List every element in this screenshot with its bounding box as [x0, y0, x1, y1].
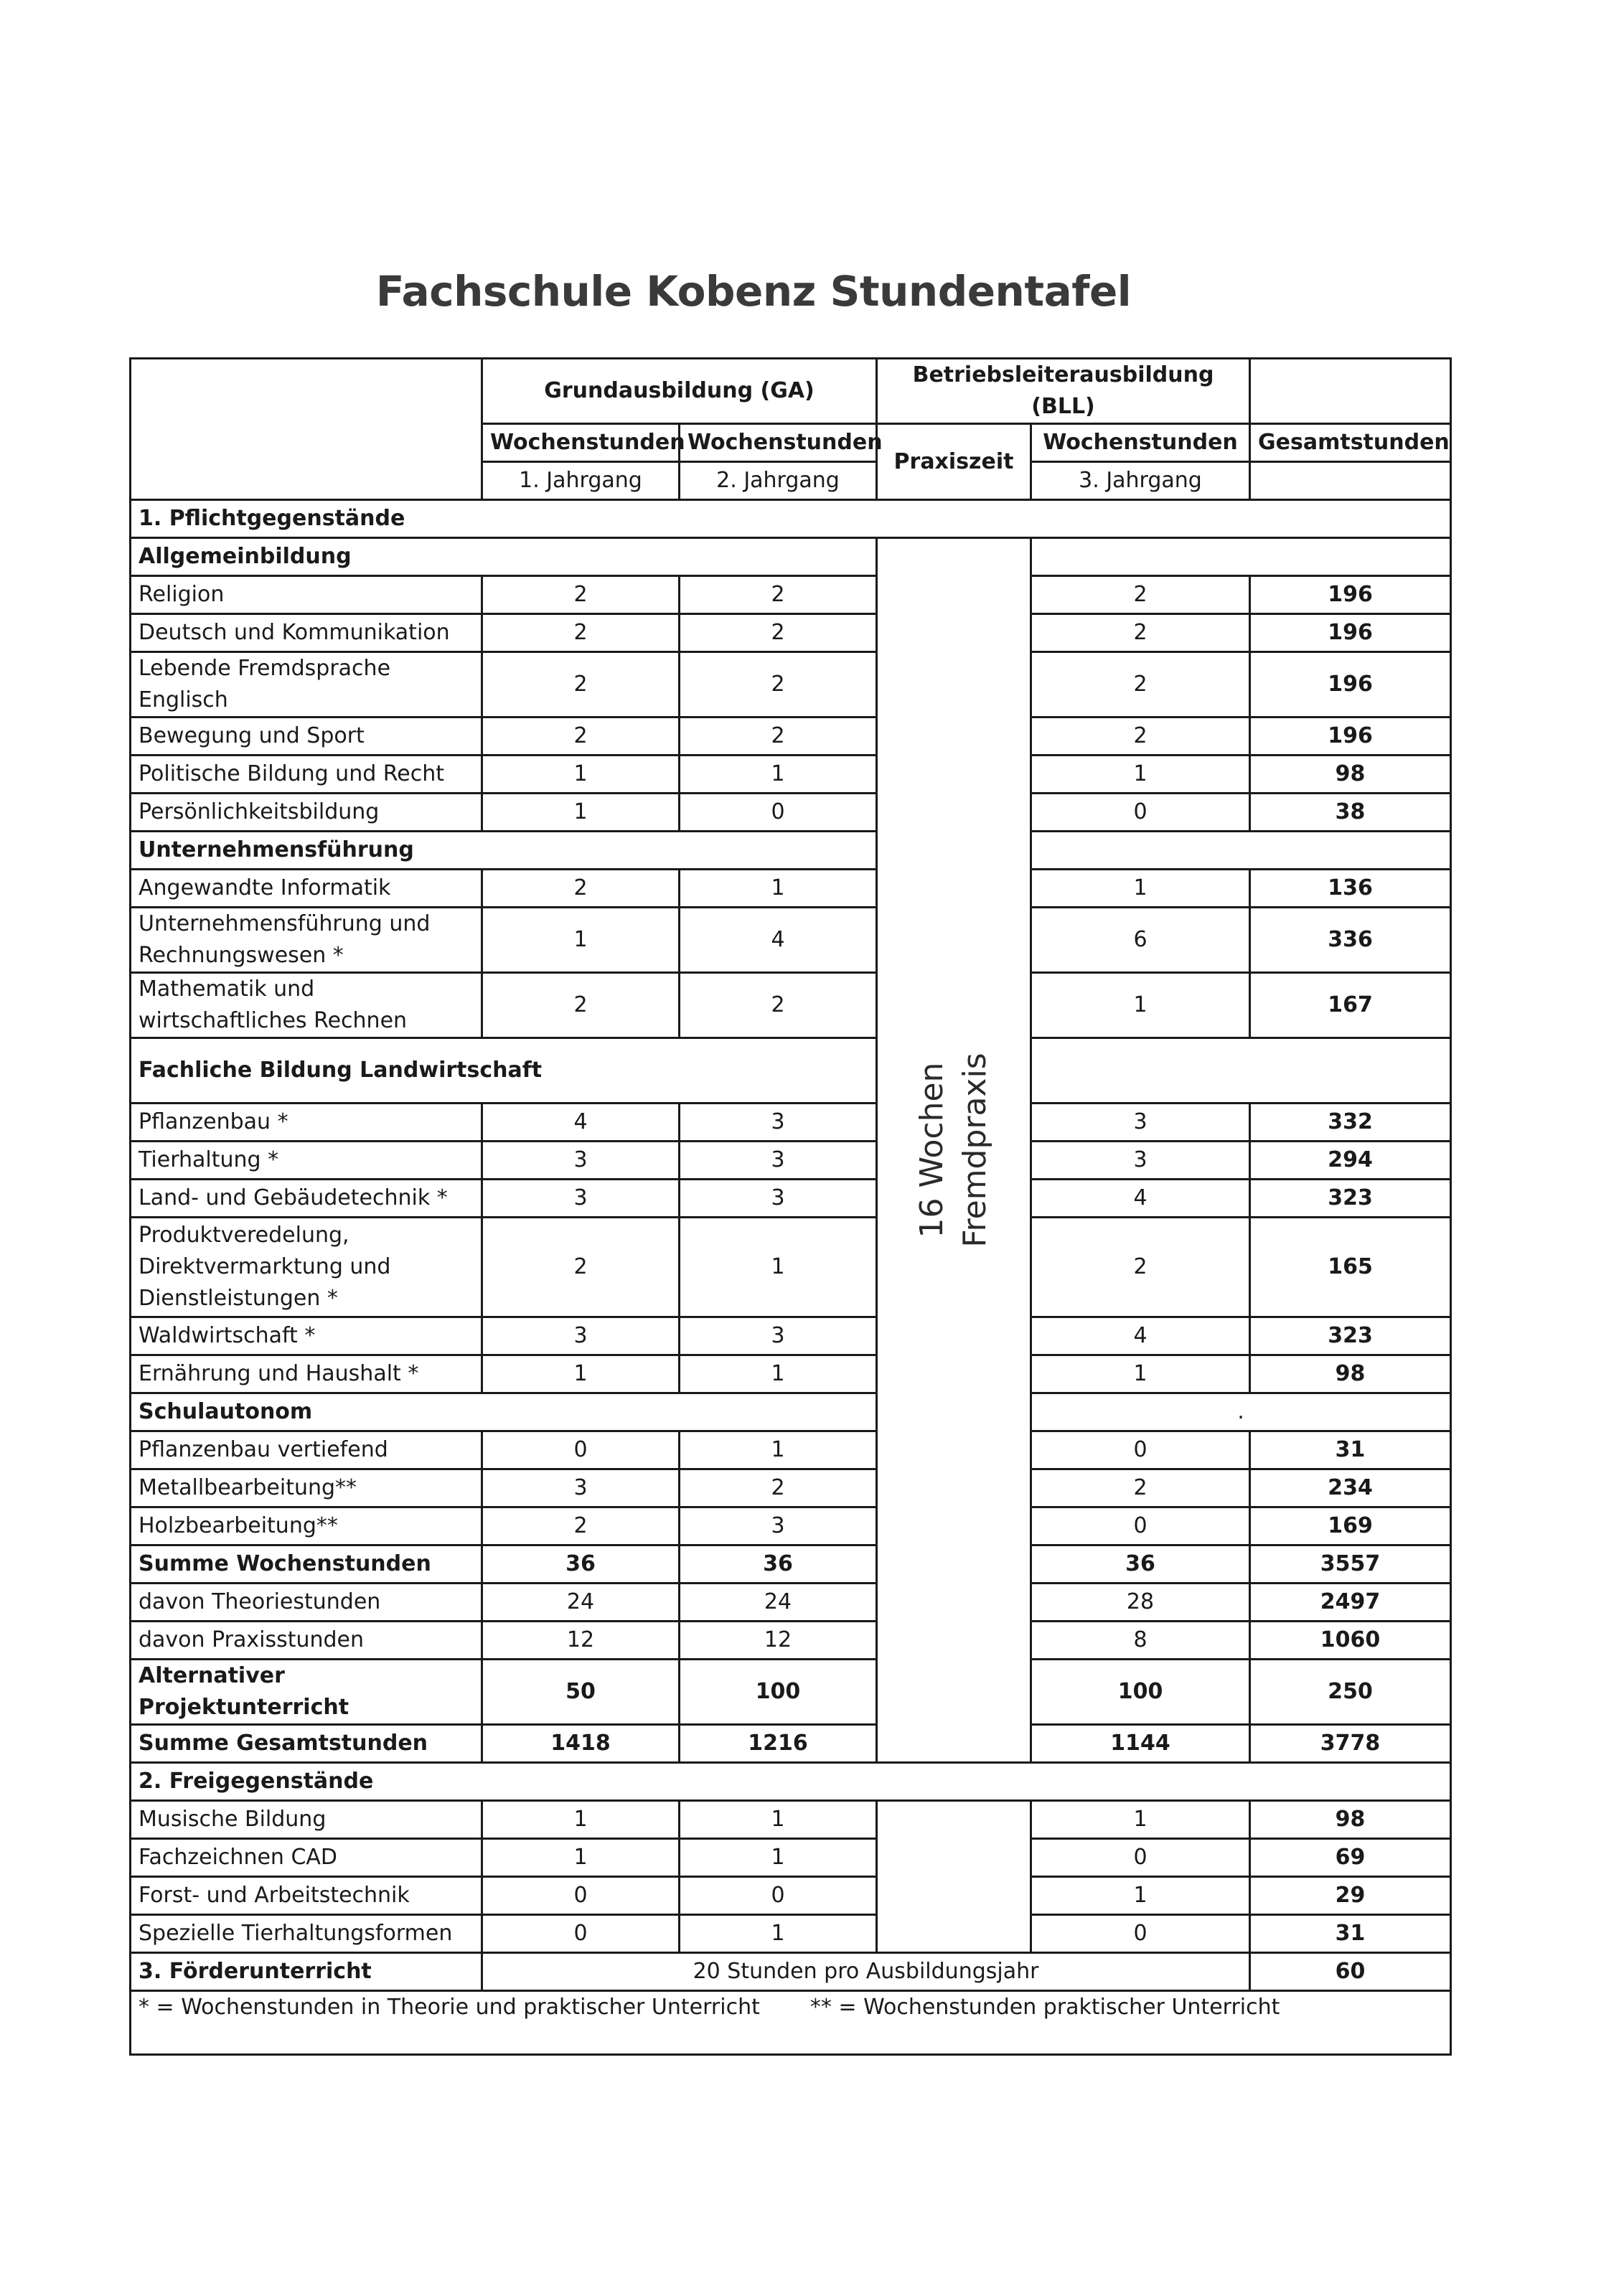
year-1-cell: 3: [482, 1180, 680, 1218]
year-2-cell: 24: [680, 1584, 877, 1622]
total-cell: 234: [1250, 1469, 1451, 1507]
total-cell: 165: [1250, 1218, 1451, 1317]
subject-cell: Forst- und Arbeitstechnik: [131, 1877, 482, 1915]
praxis-period-cell: [877, 538, 1031, 1763]
table-row: [131, 1317, 1451, 1355]
year-2-cell: 2: [680, 973, 877, 1038]
year-3-cell: 36: [1031, 1545, 1250, 1584]
header-blank: [131, 359, 482, 500]
year-1-cell: 2: [482, 973, 680, 1038]
section-schulautonom-bll-cell: .: [1031, 1393, 1451, 1431]
year-2-cell: 1: [680, 1218, 877, 1317]
table-row: [131, 1877, 1451, 1915]
year-2-cell: 0: [680, 1877, 877, 1915]
subject-cell: Summe Wochenstunden: [131, 1545, 482, 1584]
subject-cell: Religion: [131, 576, 482, 614]
section-foerder-label: 3. Förderunterricht: [131, 1953, 482, 1991]
year-1-cell: 50: [482, 1660, 680, 1725]
header-row-1: [131, 359, 1451, 424]
year-3-cell: 3: [1031, 1104, 1250, 1142]
total-cell: 336: [1250, 908, 1451, 973]
total-cell: 98: [1250, 1355, 1451, 1393]
section-unternehmen: [131, 832, 1451, 870]
year-3-cell: 100: [1031, 1660, 1250, 1725]
table-row: [131, 614, 1451, 652]
header-wochenstunden-3: Wochenstunden: [1031, 424, 1250, 462]
year-1-cell: 1: [482, 1839, 680, 1877]
praxis-empty-cell: [877, 1801, 1031, 1953]
header-jahrgang-3: 3. Jahrgang: [1031, 462, 1250, 500]
table-row: [131, 794, 1451, 832]
year-2-cell: 12: [680, 1622, 877, 1660]
total-cell: 196: [1250, 652, 1451, 718]
year-1-cell: 0: [482, 1431, 680, 1469]
year-1-cell: 12: [482, 1622, 680, 1660]
header-wochenstunden-2: Wochenstunden: [680, 424, 877, 462]
subject-cell: Waldwirtschaft *: [131, 1317, 482, 1355]
table-row: [131, 576, 1451, 614]
timetable: [129, 357, 1452, 2056]
year-2-cell: 1: [680, 1839, 877, 1877]
total-cell: 98: [1250, 1801, 1451, 1839]
header-gesamtstunden: Gesamtstunden: [1250, 424, 1451, 462]
praxis-label-line-2: Fremdpraxis: [957, 1053, 994, 1248]
year-1-cell: 0: [482, 1877, 680, 1915]
section-frei: [131, 1763, 1451, 1801]
subject-cell: Mathematik und wirtschaftliches Rechnen: [131, 973, 482, 1038]
table-row: [131, 1801, 1451, 1839]
year-2-cell: 1: [680, 870, 877, 908]
year-1-cell: 24: [482, 1584, 680, 1622]
year-1-cell: 0: [482, 1915, 680, 1953]
section-allgemein-bll-cell: [1031, 538, 1451, 576]
subject-cell: Lebende Fremdsprache Englisch: [131, 652, 482, 718]
total-cell: 69: [1250, 1839, 1451, 1877]
year-3-cell: 2: [1031, 1218, 1250, 1317]
table-row: [131, 870, 1451, 908]
table-row: [131, 1622, 1451, 1660]
subject-cell: Angewandte Informatik: [131, 870, 482, 908]
section-pflicht-label: 1. Pflichtgegenstände: [131, 500, 1451, 538]
year-1-cell: 3: [482, 1317, 680, 1355]
total-cell: 169: [1250, 1507, 1451, 1545]
section-foerder: [131, 1953, 1451, 1991]
year-3-cell: 1: [1031, 870, 1250, 908]
year-1-cell: 36: [482, 1545, 680, 1584]
year-1-cell: 1: [482, 1355, 680, 1393]
year-3-cell: 6: [1031, 908, 1250, 973]
table-row: [131, 1431, 1451, 1469]
section-schulautonom: [131, 1393, 1451, 1431]
subject-cell: Produktveredelung, Direktvermarktung und Dienstleistungen *: [131, 1218, 482, 1317]
subject-cell: davon Praxisstunden: [131, 1622, 482, 1660]
year-3-cell: 0: [1031, 1915, 1250, 1953]
section-schulautonom-label: Schulautonom: [131, 1393, 877, 1431]
subject-cell: Alternativer Projektunterricht: [131, 1660, 482, 1725]
subject-cell: Politische Bildung und Recht: [131, 756, 482, 794]
header-praxiszeit: Praxiszeit: [877, 424, 1031, 500]
subject-cell: Pflanzenbau *: [131, 1104, 482, 1142]
year-3-cell: 0: [1031, 1507, 1250, 1545]
table-row: [131, 1839, 1451, 1877]
total-cell: 196: [1250, 576, 1451, 614]
year-3-cell: 0: [1031, 1839, 1250, 1877]
year-2-cell: 1: [680, 1355, 877, 1393]
year-1-cell: 2: [482, 1218, 680, 1317]
subject-cell: Musische Bildung: [131, 1801, 482, 1839]
year-2-cell: 4: [680, 908, 877, 973]
year-1-cell: 4: [482, 1104, 680, 1142]
header-jahrgang-1: 1. Jahrgang: [482, 462, 680, 500]
footnote-double: ** = Wochenstunden praktischer Unterricht: [809, 1995, 1280, 2020]
footnote-single: * = Wochenstunden in Theorie und praktischer Unterricht: [139, 1995, 760, 2020]
year-3-cell: 2: [1031, 576, 1250, 614]
total-cell: 38: [1250, 794, 1451, 832]
subject-cell: Summe Gesamtstunden: [131, 1725, 482, 1763]
subject-cell: Holzbearbeitung**: [131, 1507, 482, 1545]
section-allgemein-label: Allgemeinbildung: [131, 538, 877, 576]
table-row: [131, 1469, 1451, 1507]
table-row: [131, 718, 1451, 756]
year-2-cell: 3: [680, 1507, 877, 1545]
year-1-cell: 2: [482, 652, 680, 718]
subject-cell: davon Theoriestunden: [131, 1584, 482, 1622]
year-2-cell: 3: [680, 1104, 877, 1142]
table-row: [131, 1355, 1451, 1393]
subject-cell: Deutsch und Kommunikation: [131, 614, 482, 652]
page-title: Fachschule Kobenz Stundentafel: [375, 267, 1132, 316]
year-2-cell: 1: [680, 1431, 877, 1469]
section-fachlich: [131, 1038, 1451, 1104]
foerder-text: 20 Stunden pro Ausbildungsjahr: [482, 1953, 1250, 1991]
year-1-cell: 1: [482, 1801, 680, 1839]
year-3-cell: 2: [1031, 614, 1250, 652]
year-2-cell: 1: [680, 756, 877, 794]
total-cell: 167: [1250, 973, 1451, 1038]
year-3-cell: 3: [1031, 1142, 1250, 1180]
table-row: [131, 1584, 1451, 1622]
year-3-cell: 1: [1031, 1355, 1250, 1393]
total-cell: 323: [1250, 1317, 1451, 1355]
total-cell: 98: [1250, 756, 1451, 794]
total-cell: 31: [1250, 1431, 1451, 1469]
table-row: [131, 1915, 1451, 1953]
year-3-cell: 0: [1031, 794, 1250, 832]
section-frei-label: 2. Freigegenstände: [131, 1763, 1451, 1801]
year-2-cell: 2: [680, 576, 877, 614]
year-3-cell: 2: [1031, 652, 1250, 718]
section-unternehmen-bll-cell: [1031, 832, 1451, 870]
footnote-row: [131, 1991, 1451, 2055]
table-row: [131, 973, 1451, 1038]
table-row: [131, 1218, 1451, 1317]
year-1-cell: 3: [482, 1142, 680, 1180]
year-3-cell: 1: [1031, 1801, 1250, 1839]
total-cell: 1060: [1250, 1622, 1451, 1660]
total-cell: 29: [1250, 1877, 1451, 1915]
subject-cell: Ernährung und Haushalt *: [131, 1355, 482, 1393]
subject-cell: Persönlichkeitsbildung: [131, 794, 482, 832]
year-2-cell: 1216: [680, 1725, 877, 1763]
section-pflicht: [131, 500, 1451, 538]
total-cell: 3557: [1250, 1545, 1451, 1584]
total-cell: 136: [1250, 870, 1451, 908]
total-cell: 294: [1250, 1142, 1451, 1180]
footnote-cell: [131, 1991, 1451, 2055]
subject-cell: Land- und Gebäudetechnik *: [131, 1180, 482, 1218]
total-cell: 323: [1250, 1180, 1451, 1218]
year-3-cell: 0: [1031, 1431, 1250, 1469]
table-row: [131, 652, 1451, 718]
header-ga: Grundausbildung (GA): [482, 359, 877, 424]
section-unternehmen-label: Unternehmensführung: [131, 832, 877, 870]
year-3-cell: 1: [1031, 973, 1250, 1038]
header-wochenstunden-1: Wochenstunden: [482, 424, 680, 462]
total-cell: 332: [1250, 1104, 1451, 1142]
year-2-cell: 0: [680, 794, 877, 832]
header-bll: Betriebsleiterausbildung (BLL): [877, 359, 1250, 424]
year-1-cell: 1: [482, 908, 680, 973]
year-1-cell: 1: [482, 756, 680, 794]
subject-cell: Pflanzenbau vertiefend: [131, 1431, 482, 1469]
year-1-cell: 2: [482, 870, 680, 908]
total-cell: 250: [1250, 1660, 1451, 1725]
table-row: [131, 908, 1451, 973]
year-2-cell: 2: [680, 614, 877, 652]
section-fachlich-bll-cell: [1031, 1038, 1451, 1104]
year-3-cell: 8: [1031, 1622, 1250, 1660]
year-2-cell: 3: [680, 1317, 877, 1355]
total-cell: 196: [1250, 718, 1451, 756]
year-1-cell: 1: [482, 794, 680, 832]
year-2-cell: 1: [680, 1915, 877, 1953]
subject-cell: Spezielle Tierhaltungsformen: [131, 1915, 482, 1953]
praxis-label-line-1: 16 Wochen: [914, 1062, 951, 1238]
year-2-cell: 36: [680, 1545, 877, 1584]
table-row: [131, 1142, 1451, 1180]
subject-cell: Metallbearbeitung**: [131, 1469, 482, 1507]
year-2-cell: 100: [680, 1660, 877, 1725]
year-1-cell: 2: [482, 718, 680, 756]
subject-cell: Fachzeichnen CAD: [131, 1839, 482, 1877]
year-3-cell: 1: [1031, 756, 1250, 794]
header-blank-total-2: [1250, 462, 1451, 500]
total-cell: 2497: [1250, 1584, 1451, 1622]
year-3-cell: 1144: [1031, 1725, 1250, 1763]
year-2-cell: 1: [680, 1801, 877, 1839]
year-1-cell: 3: [482, 1469, 680, 1507]
total-cell: 196: [1250, 614, 1451, 652]
praxis-label: [911, 964, 997, 1337]
table-row: [131, 1660, 1451, 1725]
year-3-cell: 1: [1031, 1877, 1250, 1915]
year-1-cell: 2: [482, 1507, 680, 1545]
header-blank-total: [1250, 359, 1451, 424]
section-allgemein: [131, 538, 1451, 576]
year-1-cell: 2: [482, 576, 680, 614]
year-1-cell: 1418: [482, 1725, 680, 1763]
year-3-cell: 4: [1031, 1317, 1250, 1355]
year-2-cell: 2: [680, 652, 877, 718]
subject-cell: Tierhaltung *: [131, 1142, 482, 1180]
year-3-cell: 4: [1031, 1180, 1250, 1218]
year-2-cell: 2: [680, 718, 877, 756]
year-2-cell: 3: [680, 1180, 877, 1218]
table-row: [131, 1725, 1451, 1763]
header-jahrgang-2: 2. Jahrgang: [680, 462, 877, 500]
foerder-total: 60: [1250, 1953, 1451, 1991]
year-2-cell: 3: [680, 1142, 877, 1180]
section-fachlich-label: Fachliche Bildung Landwirtschaft: [131, 1038, 877, 1104]
year-3-cell: 28: [1031, 1584, 1250, 1622]
total-cell: 31: [1250, 1915, 1451, 1953]
subject-cell: Bewegung und Sport: [131, 718, 482, 756]
table-row: [131, 756, 1451, 794]
year-3-cell: 2: [1031, 718, 1250, 756]
year-1-cell: 2: [482, 614, 680, 652]
year-3-cell: 2: [1031, 1469, 1250, 1507]
total-cell: 3778: [1250, 1725, 1451, 1763]
subject-cell: Unternehmensführung und Rechnungswesen *: [131, 908, 482, 973]
year-2-cell: 2: [680, 1469, 877, 1507]
table-row: [131, 1180, 1451, 1218]
table-row: [131, 1507, 1451, 1545]
table-row: [131, 1545, 1451, 1584]
table-row: [131, 1104, 1451, 1142]
